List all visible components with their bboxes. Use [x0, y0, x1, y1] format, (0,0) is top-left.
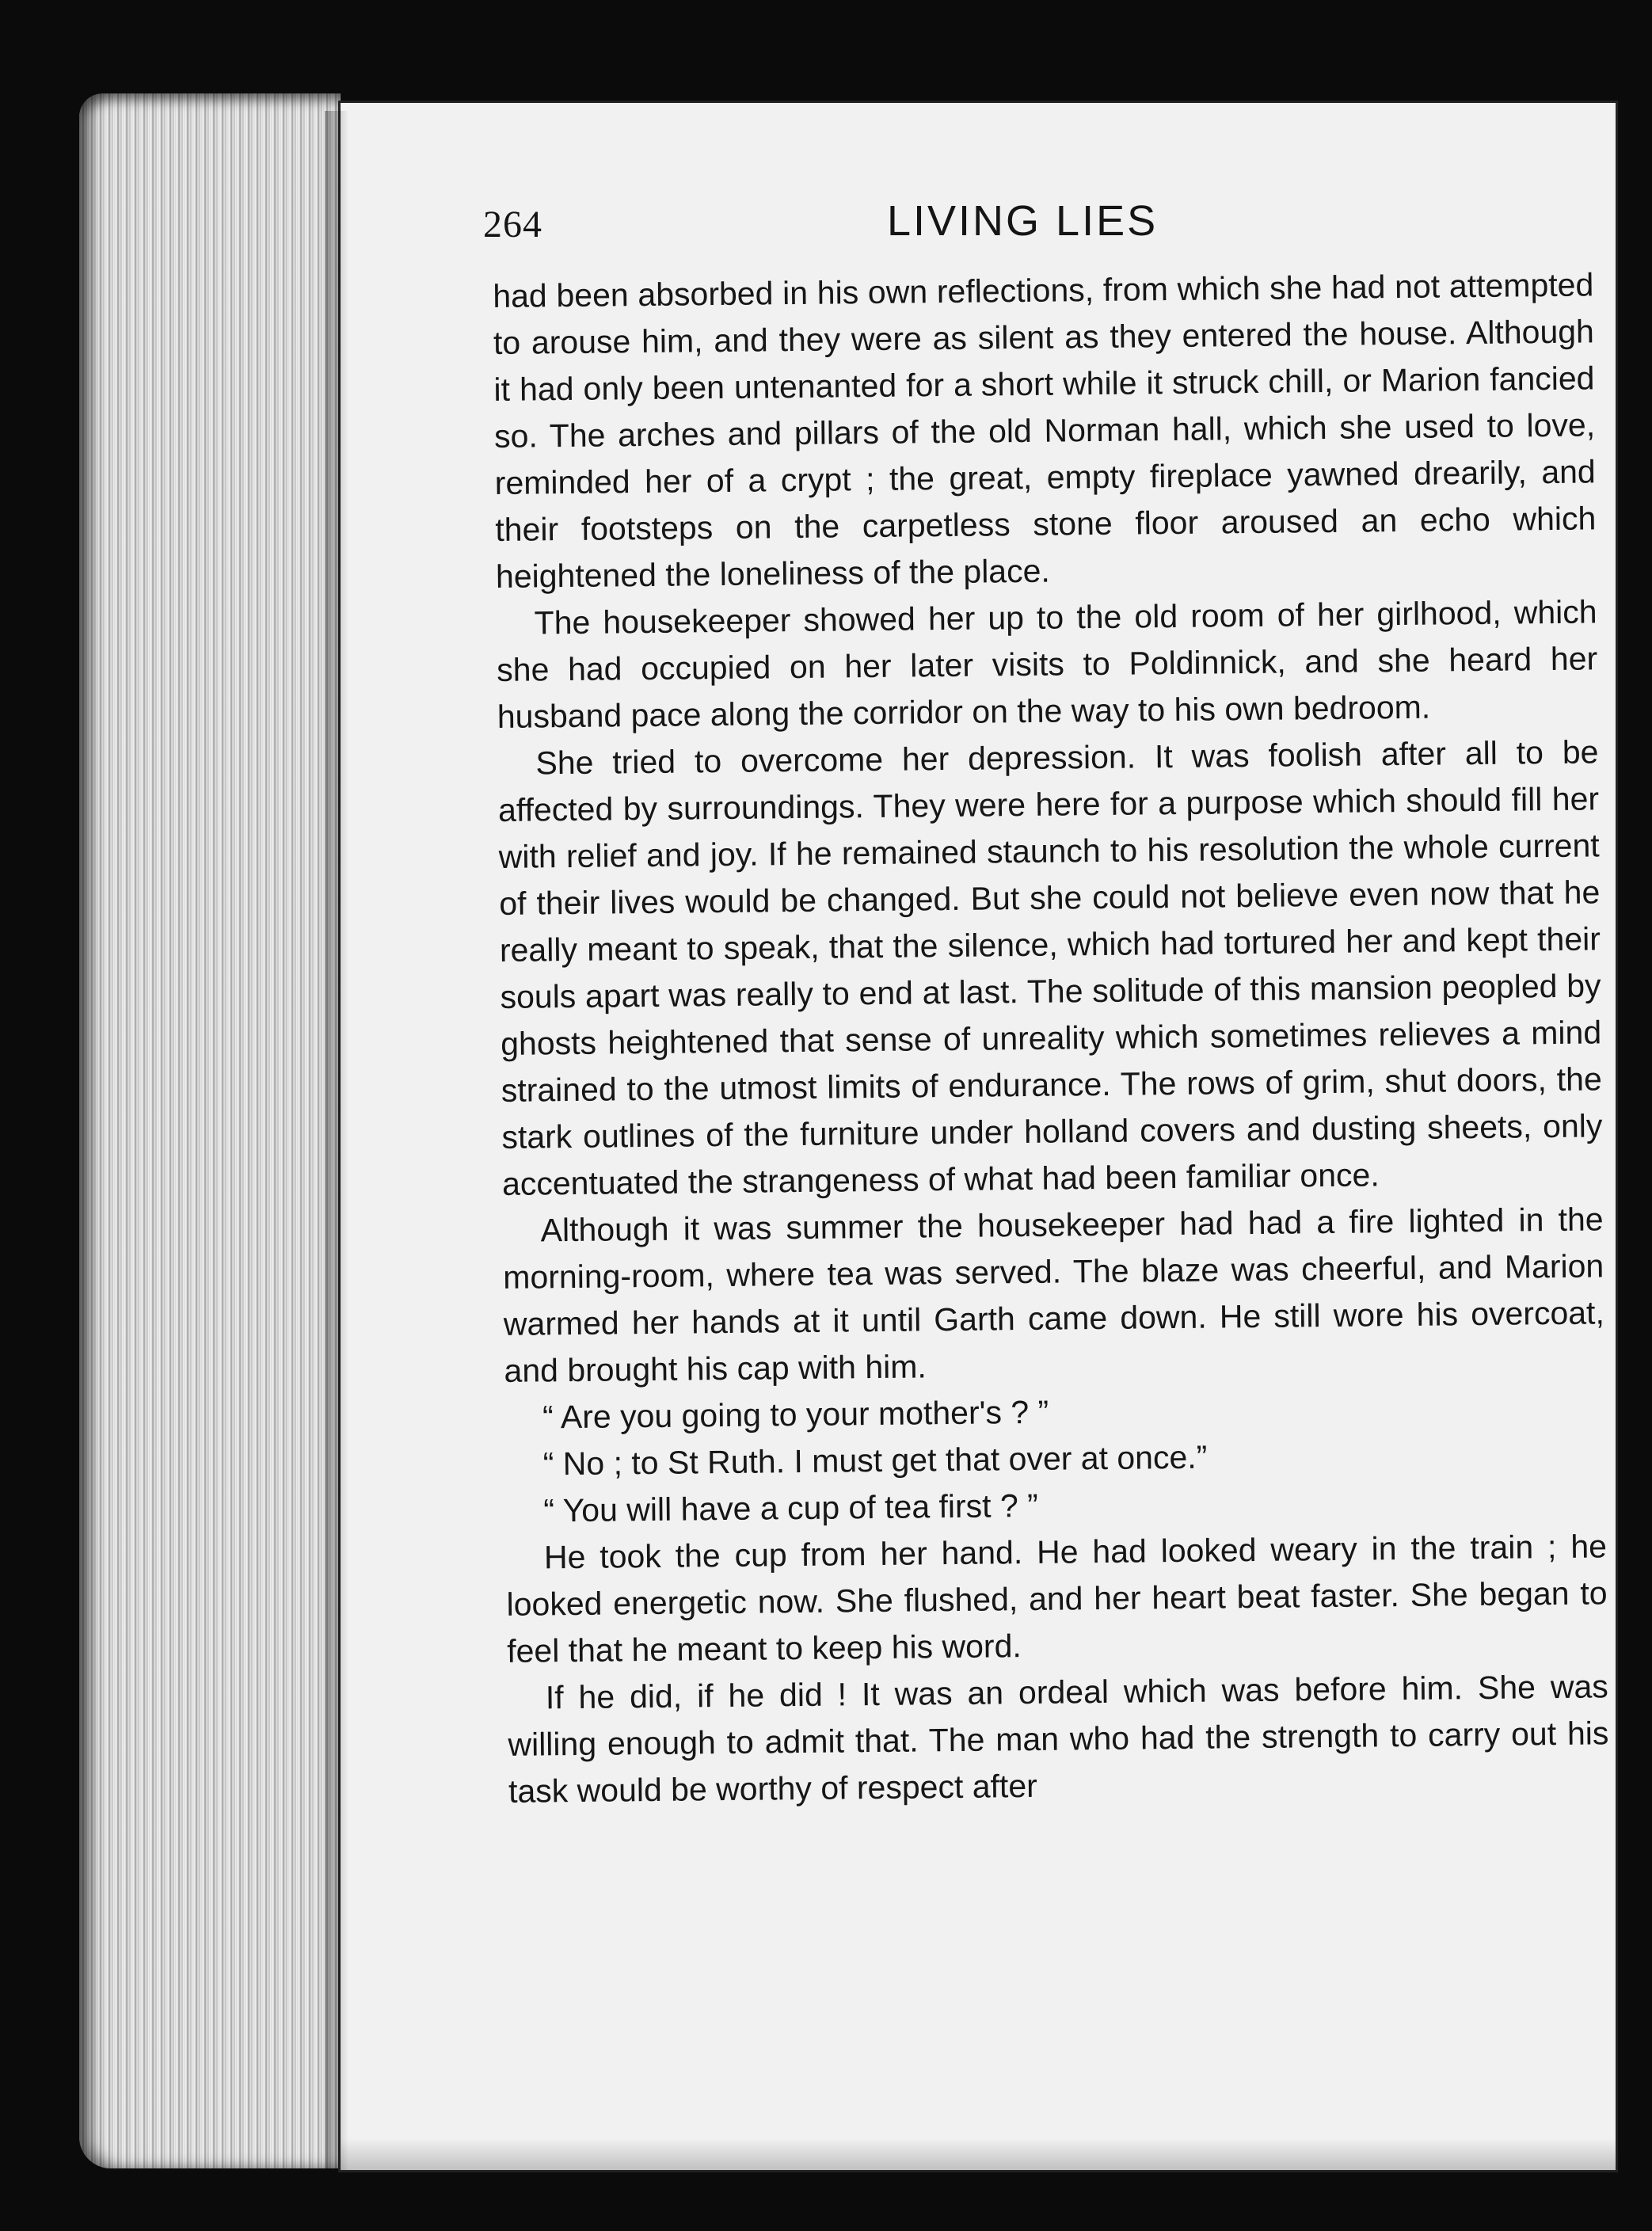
paragraph-cup: He took the cup from her hand. He had looked weary in the train ; he looked energetic now. She flushed, and her heart beat faster. She began to feel that he meant to keep his word.: [506, 1528, 1608, 1669]
page-bottom-shadow: [341, 2138, 1616, 2170]
dialog-line-mother: “ Are you going to your mother's ? ”: [542, 1393, 1049, 1436]
paragraph-housekeeper: The housekeeper showed her up to the old room of her girlhood, which she had occupied on her later visits to Poldinnick, and she heard her husband pace along the corridor on the way to his own bedroom.: [497, 593, 1598, 735]
dialog-line-st-ruth: “ No ; to St Ruth. I must get that over at once.”: [542, 1438, 1208, 1483]
running-head: [483, 196, 1576, 260]
gutter-shadow: [325, 111, 348, 2170]
dialog-line-tea: “ You will have a cup of tea first ? ”: [543, 1487, 1039, 1529]
paragraph-ordeal: If he did, if he did ! It was an ordeal which was before him. She was willing enough to admit that. The man who had the strength to carry out his task would be worthy of respect after: [508, 1668, 1609, 1810]
paragraph-morning-room: Although it was summer the housekeeper had had a fire lighted in the morning-room, where tea was served. The blaze was cheerful, and Marion warmed her hands at it until Garth came down. He still wore his overcoat, and brought his cap with him.: [503, 1201, 1605, 1389]
body-text: [493, 261, 1609, 1814]
book-page-edges: [79, 93, 341, 2168]
paragraph-depression: She tried to overcome her depression. It was foolish after all to be affected by surroundings. They were here for a purpose which should fill her with relief and joy. If he remained staunch to his resolution the whole current of their lives would be changed. But she could not believe even now that he really meant to speak, that the silence, which had tortured her and kept their souls apart was really to end at last. The solitude of this mansion peopled by ghosts heightened that sense of unreality which sometimes relieves a mind strained to the utmost limits of endurance. The rows of grim, shut doors, the stark outlines of the furniture under holland covers and dusting sheets, only accentuated the strangeness of what had been familiar once.: [497, 733, 1603, 1202]
page-number: 264: [483, 204, 542, 246]
paragraph-continued: had been absorbed in his own reflections, from which she had not attempted to arouse him, and they were as silent as they entered the house. Although it had only been untenanted for a short while it struck chill, or Marion fancied so. The arches and pillars of the old Norman hall, which she used to love, reminded her of a crypt ; the great, empty fireplace yawned drearily, and their footsteps on the carpetless stone floor aroused an echo which heightened the loneliness of the place.: [493, 266, 1597, 595]
book-title: LIVING LIES: [887, 197, 1159, 245]
